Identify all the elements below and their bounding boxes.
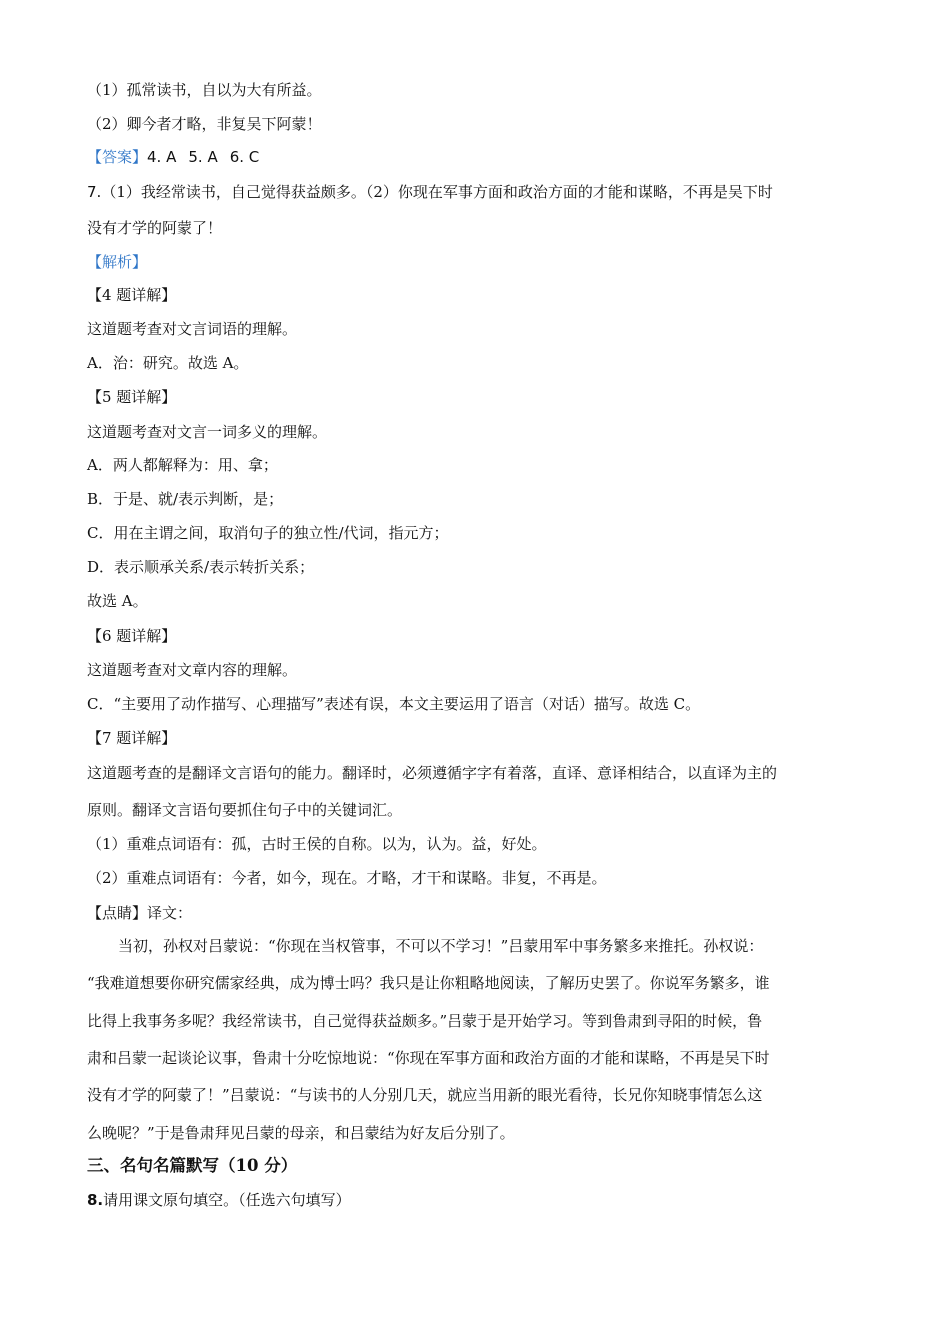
q5-line-5: D．表示顺承关系/表示转折关系；: [87, 558, 315, 576]
answer-tag: 【答案】: [87, 148, 148, 166]
translation-line-1: 当初，孙权对吕蒙说：“你现在当权管事，不可以不学习！”吕蒙用军中事务繁多来推托。孙权说：: [118, 937, 764, 955]
translation-line-2: “我难道想要你研究儒家经典，成为博士吗？我只是让你粗略地阅读，了解历史罢了。你说军务繁多，谁: [87, 974, 770, 992]
translation-line-3: 比得上我事务多呢？我经常读书，自己觉得获益颇多。”吕蒙于是开始学习。等到鲁肃到寻阳的时候，鲁: [87, 1012, 763, 1030]
q5-line-3: B．于是、就/表示判断，是；: [87, 490, 284, 508]
q7-heading: 【7 题详解】: [87, 729, 177, 747]
q7-line-4: （2）重难点词语有：今者，如今，现在。才略，才干和谋略。非复，不再是。: [87, 869, 607, 887]
q5-line-4: C．用在主谓之间，取消句子的独立性/代词，指元方；: [87, 524, 449, 542]
q7-answer-line-2: 没有才学的阿蒙了！: [87, 219, 223, 237]
q7-answer-text: （1）我经常读书，自己觉得获益颇多。（2）你现在军事方面和政治方面的才能和谋略，不再是吴下时: [101, 183, 773, 201]
translation-line-6: 么晚呢？”于是鲁肃拜见吕蒙的母亲，和吕蒙结为好友后分别了。: [87, 1124, 515, 1142]
analysis-tag: 【解析】: [87, 253, 148, 271]
q4-heading: 【4 题详解】: [87, 286, 177, 304]
q5-line-2: A．两人都解释为：用、拿；: [87, 456, 278, 474]
q8-line: [87, 1190, 867, 1210]
answer-line-1: （1）孤常读书，自以为大有所益。: [87, 81, 322, 99]
q7-line-1: 这道题考查的是翻译文言语句的能力。翻译时，必须遵循字字有着落，直译、意译相结合，以直译为主的: [87, 764, 778, 782]
translation-line-5: 没有才学的阿蒙了！”吕蒙说：“与读书的人分别几天，就应当用新的眼光看待，长兄你知晓事情怎么这: [87, 1086, 763, 1104]
answer-6: 6. C: [229, 148, 260, 166]
q6-line-1: 这道题考查对文章内容的理解。: [87, 661, 298, 679]
q6-heading: 【6 题详解】: [87, 627, 177, 645]
q5-line-1: 这道题考查对文言一词多义的理解。: [87, 423, 328, 441]
tip-heading: 【点睛】译文：: [87, 904, 193, 922]
translation-line-4: 肃和吕蒙一起谈论议事，鲁肃十分吃惊地说：“你现在军事方面和政治方面的才能和谋略，不再是吴下时: [87, 1049, 770, 1067]
q4-line-2: A．治：研究。故选 A。: [87, 354, 249, 372]
q5-heading: 【5 题详解】: [87, 388, 177, 406]
q8-text: 请用课文原句填空。（任选六句填写）: [103, 1191, 351, 1209]
q5-line-6: 故选 A。: [87, 592, 148, 610]
section-3-heading: 三、名句名篇默写（10 分）: [87, 1156, 298, 1175]
q8-number: 8.: [87, 1191, 104, 1209]
answer-row: [87, 147, 867, 167]
q7-answer-line-1: [87, 182, 867, 202]
q6-line-2: C．“主要用了动作描写、心理描写”表述有误，本文主要运用了语言（对话）描写。故选 C。: [87, 695, 701, 713]
answer-4: 4. A: [147, 148, 177, 166]
answer-line-2: （2）卿今者才略，非复吴下阿蒙！: [87, 115, 322, 133]
q7-line-3: （1）重难点词语有：孤，古时王侯的自称。以为，认为。益，好处。: [87, 835, 547, 853]
q7-number: 7.: [87, 183, 102, 201]
q7-line-2: 原则。翻译文言语句要抓住句子中的关键词汇。: [87, 801, 403, 819]
q4-line-1: 这道题考查对文言词语的理解。: [87, 320, 298, 338]
answer-5: 5. A: [188, 148, 218, 166]
